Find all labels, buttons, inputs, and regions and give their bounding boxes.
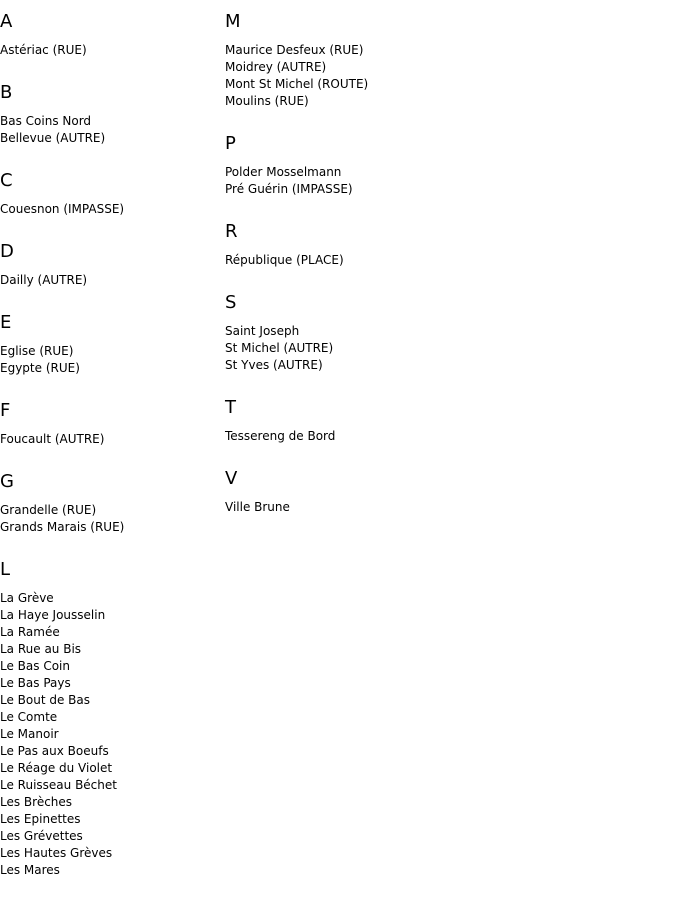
street-name: Eglise (RUE) xyxy=(0,344,74,358)
street-name: Astériac (RUE) xyxy=(0,43,87,57)
street-name: Egypte (RUE) xyxy=(0,361,80,375)
letter-heading: S xyxy=(225,292,237,313)
street-name: Le Bout de Bas xyxy=(0,693,91,707)
letter-group xyxy=(0,240,220,289)
street-name: Les Hautes Grèves xyxy=(0,846,113,860)
letter-group xyxy=(225,291,525,374)
street-name: Les Mares xyxy=(0,863,60,877)
street-name: Maurice Desfeux (RUE) xyxy=(225,43,364,57)
street-name: Les Grévettes xyxy=(0,829,83,843)
street-name: Foucault (AUTRE) xyxy=(0,432,105,446)
street-name: Pré Guérin (IMPASSE) xyxy=(225,182,353,196)
street-name: Le Bas Coin xyxy=(0,659,70,673)
letter-heading: T xyxy=(225,397,236,418)
letter-heading: M xyxy=(225,11,241,32)
street-list xyxy=(0,343,220,377)
street-name: Le Bas Pays xyxy=(0,676,71,690)
street-name: La Grève xyxy=(0,591,54,605)
street-name: Les Brèches xyxy=(0,795,73,809)
street-name: Les Epinettes xyxy=(0,812,81,826)
street-name: Ville Brune xyxy=(225,500,290,514)
letter-heading: V xyxy=(225,468,238,489)
street-list xyxy=(0,201,220,218)
street-name: Le Pas aux Boeufs xyxy=(0,744,109,758)
letter-heading: B xyxy=(0,82,13,103)
street-name: Bellevue (AUTRE) xyxy=(0,131,106,145)
street-name: Moidrey (AUTRE) xyxy=(225,60,327,74)
street-name: Mont St Michel (ROUTE) xyxy=(225,77,369,91)
letter-heading: E xyxy=(0,312,12,333)
street-list xyxy=(0,272,220,289)
letter-heading: F xyxy=(0,400,11,421)
letter-heading: P xyxy=(225,133,236,154)
street-name: Le Ruisseau Béchet xyxy=(0,778,117,792)
street-name: Saint Joseph xyxy=(225,324,300,338)
letter-heading: L xyxy=(0,559,11,580)
street-name: Tessereng de Bord xyxy=(225,429,336,443)
street-name: St Yves (AUTRE) xyxy=(225,358,323,372)
street-list xyxy=(0,42,220,59)
street-list xyxy=(0,502,220,536)
street-list xyxy=(0,590,220,879)
street-name: Le Comte xyxy=(0,710,58,724)
street-list xyxy=(225,499,525,516)
letter-group xyxy=(225,132,525,198)
street-index-left-column xyxy=(0,10,220,901)
street-name: Grandelle (RUE) xyxy=(0,503,97,517)
letter-heading: G xyxy=(0,471,14,492)
letter-heading: R xyxy=(225,221,238,242)
street-name: Le Réage du Violet xyxy=(0,761,113,775)
letter-group xyxy=(0,10,220,59)
street-list xyxy=(225,42,525,110)
letter-group xyxy=(0,311,220,377)
street-list xyxy=(225,164,525,198)
letter-group xyxy=(225,467,525,516)
street-list xyxy=(225,252,525,269)
letter-group xyxy=(225,220,525,269)
street-name: Bas Coins Nord xyxy=(0,114,92,128)
street-index-right-column xyxy=(225,10,525,538)
street-name: Couesnon (IMPASSE) xyxy=(0,202,125,216)
street-list xyxy=(225,428,525,445)
street-name: Polder Mosselmann xyxy=(225,165,342,179)
letter-heading: A xyxy=(0,11,13,32)
street-name: Dailly (AUTRE) xyxy=(0,273,88,287)
letter-group xyxy=(0,558,220,879)
street-list xyxy=(225,323,525,374)
letter-group xyxy=(0,399,220,448)
letter-heading: C xyxy=(0,170,13,191)
street-name: Grands Marais (RUE) xyxy=(0,520,125,534)
street-name: La Rue au Bis xyxy=(0,642,82,656)
street-name: St Michel (AUTRE) xyxy=(225,341,334,355)
letter-group xyxy=(0,81,220,147)
street-name: Moulins (RUE) xyxy=(225,94,309,108)
street-name: La Ramée xyxy=(0,625,60,639)
street-list xyxy=(0,431,220,448)
letter-group xyxy=(0,470,220,536)
letter-group xyxy=(225,396,525,445)
street-list xyxy=(0,113,220,147)
street-name: La Haye Jousselin xyxy=(0,608,106,622)
street-name: Le Manoir xyxy=(0,727,59,741)
letter-group xyxy=(225,10,525,110)
street-name: République (PLACE) xyxy=(225,253,344,267)
letter-heading: D xyxy=(0,241,14,262)
letter-group xyxy=(0,169,220,218)
